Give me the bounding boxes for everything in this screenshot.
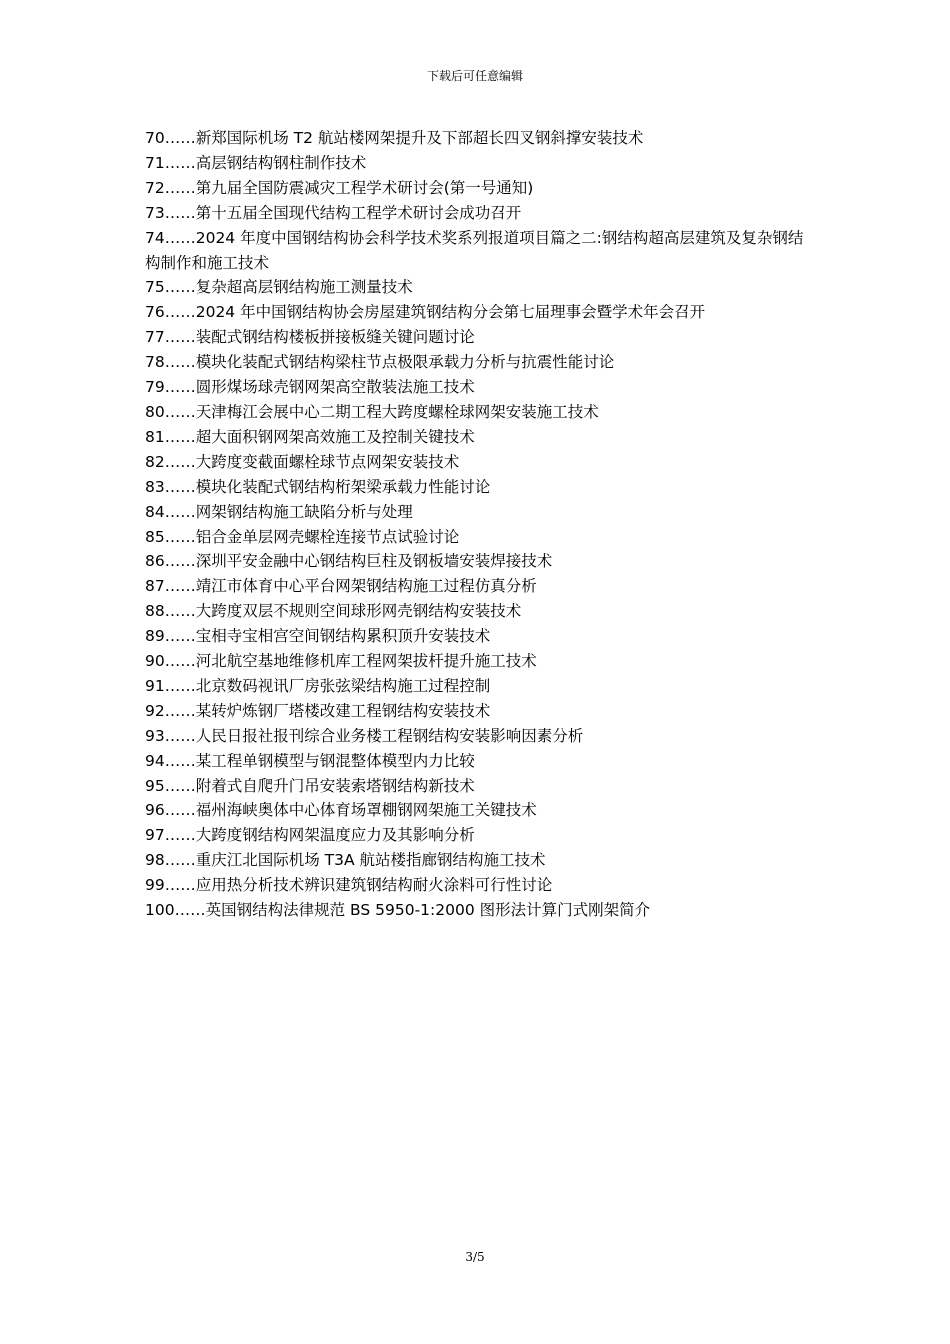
toc-item-85: 85……铝合金单层网壳螺栓连接节点试验讨论	[145, 527, 460, 546]
toc-item-90: 90……河北航空基地维修机库工程网架拔杆提升施工技术	[145, 652, 537, 671]
toc-item-83: 83……模块化装配式钢结构桁架梁承载力性能讨论	[145, 477, 491, 496]
toc-item-76: 76……2024 年中国钢结构协会房屋建筑钢结构分会第七届理事会暨学术年会召开	[145, 303, 706, 322]
toc-item-75: 75……复杂超高层钢结构施工测量技术	[145, 278, 413, 297]
toc-item-100: 100……英国钢结构法律规范 BS 5950-1:2000 图形法计算门式刚架简介	[145, 901, 651, 920]
page-header: 下载后可任意编辑	[426, 69, 523, 83]
toc-item-88: 88……大跨度双层不规则空间球形网壳钢结构安装技术	[145, 602, 522, 621]
toc-item-73: 73……第十五届全国现代结构工程学术研讨会成功召开	[145, 203, 522, 222]
toc-item-94: 94……某工程单钢模型与钢混整体模型内力比较	[145, 751, 475, 770]
toc-item-86: 86……深圳平安金融中心钢结构巨柱及钢板墙安装焊接技术	[145, 552, 553, 571]
toc-item-74: 74……2024 年度中国钢结构协会科学技术奖系列报道项目篇之二:钢结构超高层建筑及复杂钢结构制作和施工技术	[145, 228, 804, 272]
toc-item-92: 92……某转炉炼钢厂塔楼改建工程钢结构安装技术	[145, 701, 491, 720]
toc-item-79: 79……圆形煤场球壳钢网架高空散装法施工技术	[145, 378, 475, 397]
toc-item-81: 81……超大面积钢网架高效施工及控制关键技术	[145, 427, 475, 446]
table-of-contents	[145, 126, 813, 923]
toc-item-78: 78……模块化装配式钢结构梁柱节点极限承载力分析与抗震性能讨论	[145, 353, 615, 372]
toc-item-70: 70……新郑国际机场 T2 航站楼网架提升及下部超长四叉钢斜撑安装技术	[145, 129, 644, 147]
toc-item-72: 72……第九届全国防震减灾工程学术研讨会(第一号通知)	[145, 178, 534, 197]
toc-item-84: 84……网架钢结构施工缺陷分析与处理	[145, 502, 413, 521]
toc-item-96: 96……福州海峡奥体中心体育场罩棚钢网架施工关键技术	[145, 801, 537, 820]
toc-item-93: 93……人民日报社报刊综合业务楼工程钢结构安装影响因素分析	[145, 726, 584, 745]
toc-item-89: 89……宝相寺宝相宫空间钢结构累积顶升安装技术	[145, 627, 491, 646]
toc-item-87: 87……靖江市体育中心平台网架钢结构施工过程仿真分析	[145, 577, 537, 596]
toc-item-77: 77……装配式钢结构楼板拼接板缝关键问题讨论	[145, 328, 475, 347]
page-number: 3/5	[465, 1250, 485, 1264]
toc-item-97: 97……大跨度钢结构网架温度应力及其影响分析	[145, 826, 475, 845]
toc-item-98: 98……重庆江北国际机场 T3A 航站楼指廊钢结构施工技术	[145, 851, 546, 870]
toc-item-82: 82……大跨度变截面螺栓球节点网架安装技术	[145, 452, 460, 471]
toc-item-99: 99……应用热分析技术辨识建筑钢结构耐火涂料可行性讨论	[145, 876, 553, 895]
toc-item-91: 91……北京数码视讯厂房张弦梁结构施工过程控制	[145, 676, 491, 695]
toc-item-80: 80……天津梅江会展中心二期工程大跨度螺栓球网架安装施工技术	[145, 402, 599, 421]
toc-item-95: 95……附着式自爬升门吊安装索塔钢结构新技术	[145, 776, 475, 795]
toc-item-71: 71……高层钢结构钢柱制作技术	[145, 153, 367, 172]
